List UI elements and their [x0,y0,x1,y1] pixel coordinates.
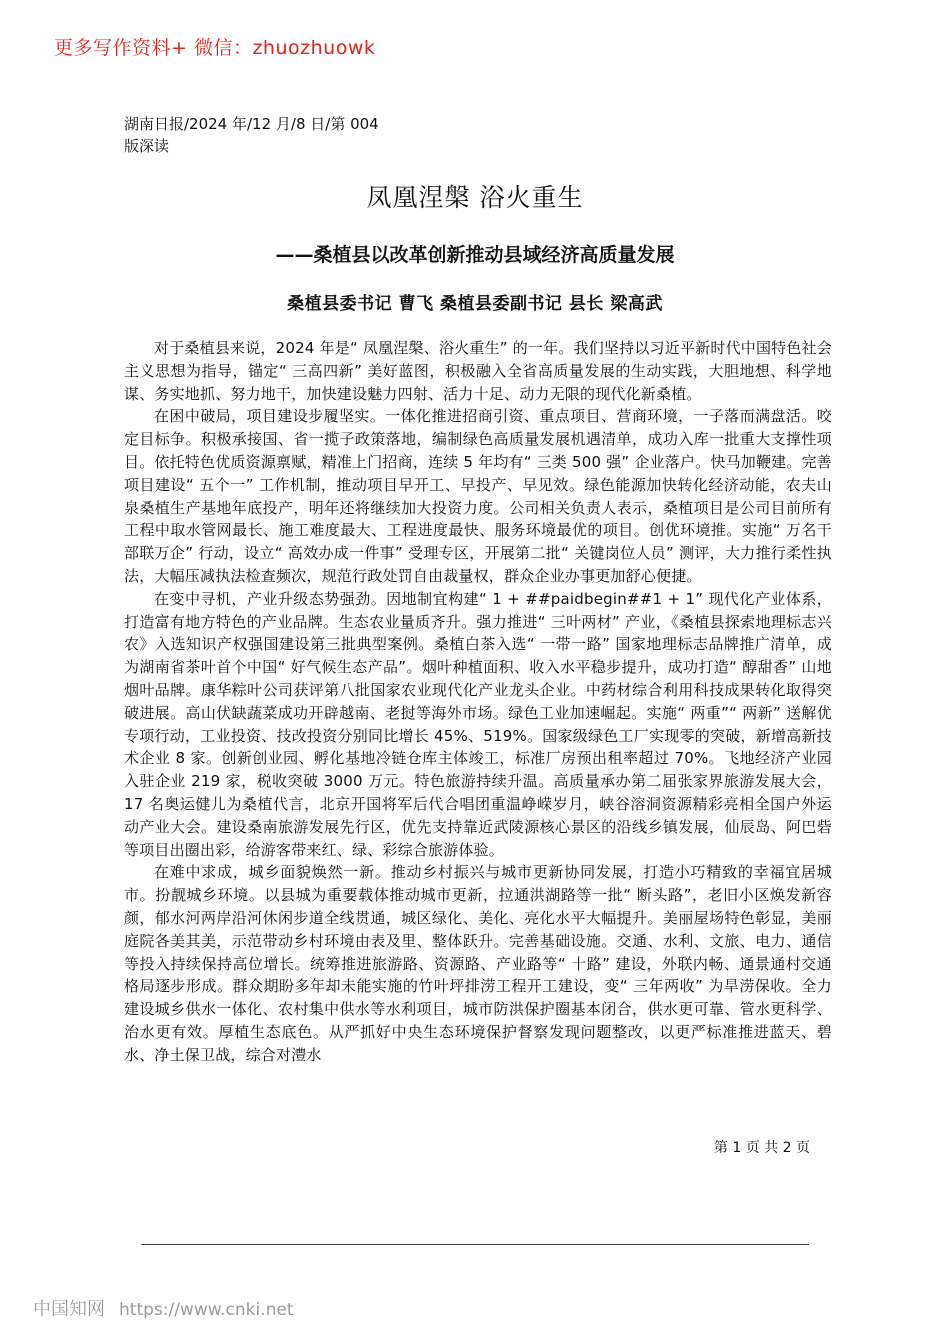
source-info [124,113,524,157]
paragraph: 对于桑植县来说，2024 年是“ 凤凰涅槃、浴火重生” 的一年。我们坚持以习近平新时代中国特色社会主义思想为指导，锚定“ 三高四新” 美好蓝图，积极融入全省高质量发展的生动实践，大胆地想、科学地谋、务实地抓、努力地干，加快建设魅力四射、活力十足、动力无限的现代化新桑植。 [124,339,832,403]
watermark-site: 中国知网 [33,1299,105,1320]
promo-banner: 更多写作资料+ 微信：zhuozhuowk [54,37,376,59]
paragraph: 在变中寻机，产业升级态势强劲。因地制宜构建“ 1 + ##paidbegin##1 + 1” 现代化产业体系，打造富有地方特色的产业品牌。生态农业量质齐升。强力推进“ 三叶两材” 产业，《桑植县探索地理标志兴农》入选知识产权强国建设第三批典型案例。桑植白茶入选“ 一带一路” 国家地理标志品牌推广清单，成为湖南省茶叶首个中国“ 好气候生态产品”。烟叶种植面积、收入水平稳步提升，成功打造“ 醇甜香” 山地烟叶品牌。康华粽叶公司获评第八批国家农业现代化产业龙头企业。中药材综合利用科技成果转化取得突破进展。高山伏缺蔬菜成功开辟越南、老挝等海外市场。绿色工业加速崛起。实施“ 两重”“ 两新” 送解优专项行动，工业投资、技改投资分别同比增长 45%、519%。国家级绿色工厂实现零的突破，新增高新技术企业 8 家。创新创业园、孵化基地冷链仓库主体竣工，标准厂房预出租率超过 70%。飞地经济产业园入驻企业 219 家，税收突破 3000 万元。特色旅游持续升温。高质量承办第二届张家界旅游发展大会，17 名奥运健儿为桑植代言，北京开国将军后代合唱团重温峥嵘岁月，峡谷溶洞资源精彩亮相全国户外运动产业大会。建设桑南旅游发展先行区，优先支持靠近武陵源核心景区的沿线乡镇发展，仙辰岛、阿巴砦等项目出圈出彩，给游客带来红、绿、彩综合旅游体验。 [124,589,832,859]
paragraph: 在困中破局，项目建设步履坚实。一体化推进招商引资、重点项目、营商环境，一子落而满盘活。咬定目标争。积极承接国、省一揽子政策落地，编制绿色高质量发展机遇清单，成功入库一批重大支撑性项目。依托特色优质资源禀赋，精准上门招商，连续 5 年均有“ 三类 500 强” 企业落户。快马加鞭建。完善项目建设“ 五个一” 工作机制，推动项目早开工、早投产、早见效。绿色能源加快转化经济动能，农夫山泉桑植生产基地年底投产，明年还将继续加大投资力度。公司相关负责人表示，桑植项目是公司目前所有工程中取水管网最长、施工难度最大、工程进度最快、服务环境最优的项目。创优环境推。实施“ 万名干部联万企” 行动，设立“ 高效办成一件事” 受理专区，开展第二批“ 关键岗位人员” 测评，大力推行柔性执法，大幅压减执法检查频次，规范行政处罚自由裁量权，群众企业办事更加舒心便捷。 [124,407,832,585]
cnki-watermark [33,1295,293,1321]
article-body [124,337,832,1067]
article-title: 凤凰涅槃 浴火重生 [366,183,584,212]
page-number: 第 1 页 共 2 页 [713,1140,810,1156]
footer-divider [141,1244,809,1245]
source-line: 版深读 [124,137,170,155]
article-subtitle: ——桑植县以改革创新推动县域经济高质量发展 [275,244,675,266]
source-line: 湖南日报/2024 年/12 月/8 日/第 004 [124,115,379,133]
paragraph: 在难中求成，城乡面貌焕然一新。推动乡村振兴与城市更新协同发展，打造小巧精致的幸福宜居城市。扮靓城乡环境。以县城为重要载体推动城市更新，拉通洪湖路等一批“ 断头路”，老旧小区焕发新容颜，郁水河两岸沿河休闲步道全线贯通，城区绿化、美化、亮化水平大幅提升。美丽屋场特色彰显，美丽庭院各美其美，示范带动乡村环境由表及里、整体跃升。完善基础设施。交通、水利、文旅、电力、通信等投入持续保持高位增长。统筹推进旅游路、资源路、产业路等“ 十路” 建设，外联内畅、通景通村交通格局逐步形成。群众期盼多年却未能实施的竹叶坪排涝工程开工建设，变“ 三年两收” 为旱涝保收。全力建设城乡供水一体化、农村集中供水等水利项目，城市防洪保护圈基本闭合，供水更可靠、管水更科学、治水更有效。厚植生态底色。从严抓好中央生态环境保护督察发现问题整改，以更严标准推进蓝天、碧水、净土保卫战，综合对澧水 [124,863,832,1064]
watermark-url: https://www.cnki.net [119,1300,294,1320]
article-author: 桑植县委书记 曹飞 桑植县委副书记 县长 梁高武 [287,294,663,314]
